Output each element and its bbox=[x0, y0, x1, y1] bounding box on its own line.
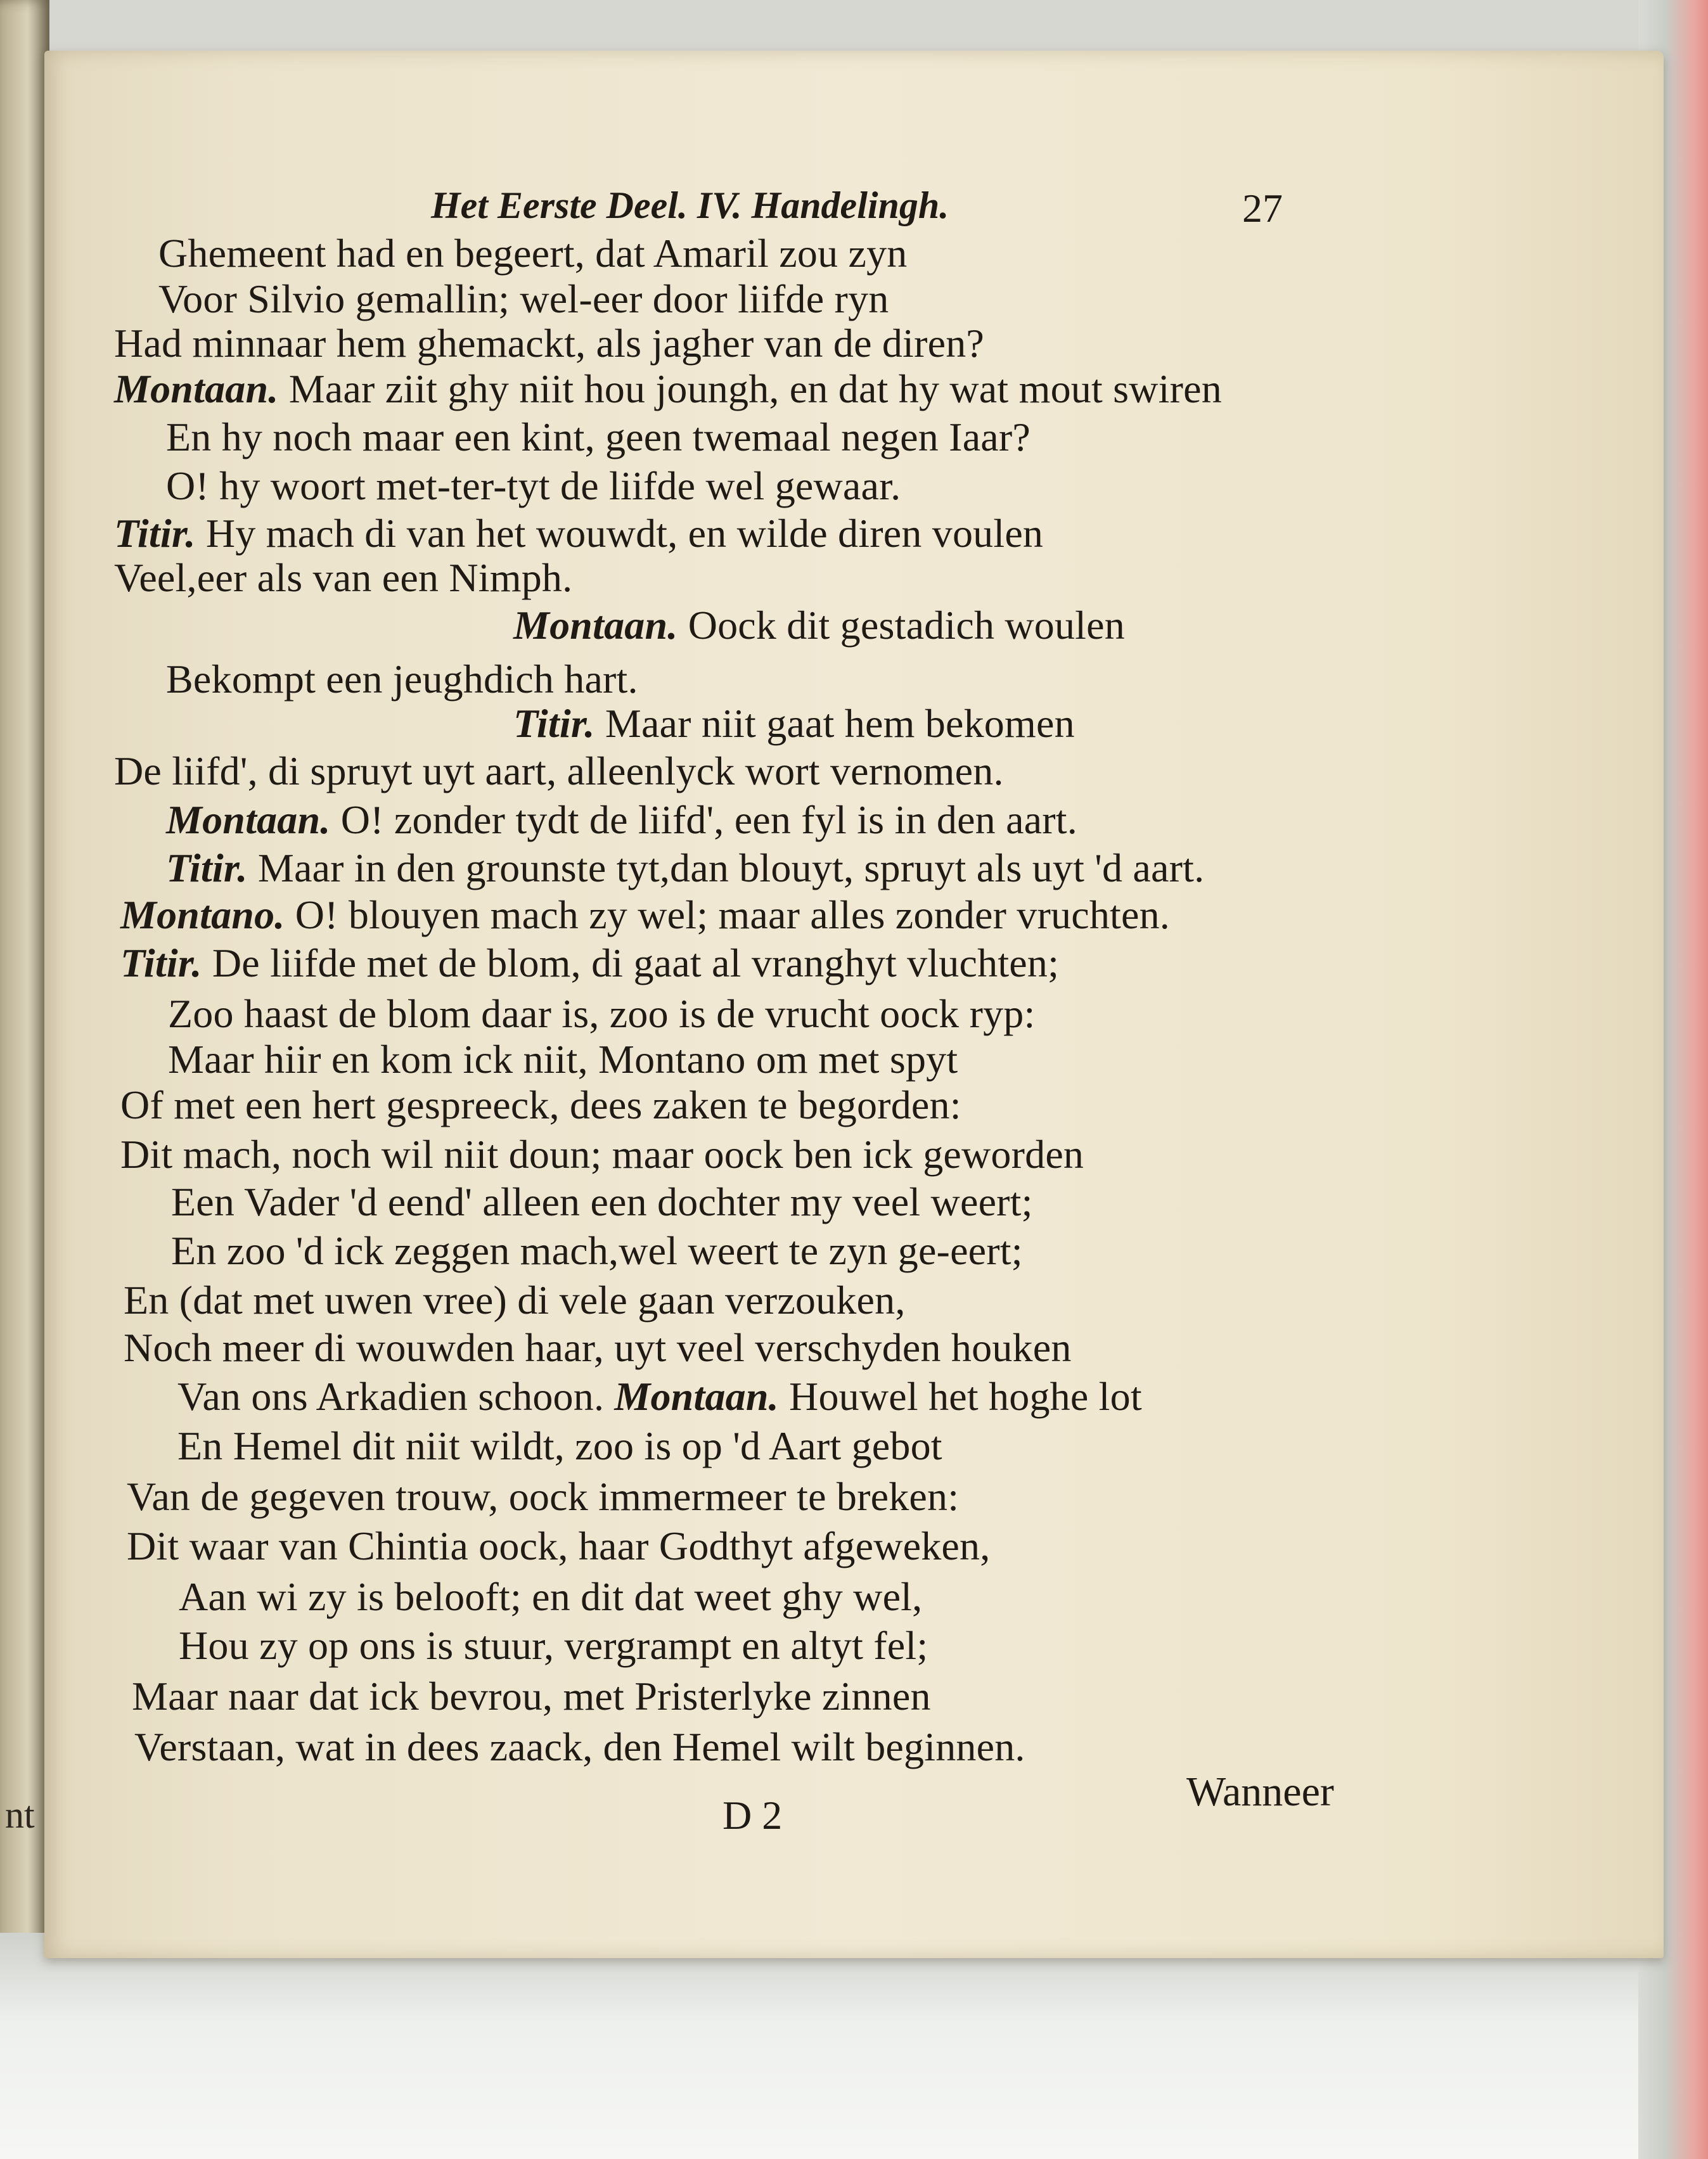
verse-text: Noch meer di wouwden haar, uyt veel verschyden houken bbox=[124, 1325, 1072, 1370]
verse-text: En Hemel dit niit wildt, zoo is op 'd Aart gebot bbox=[177, 1423, 942, 1468]
verse-text: En hy noch maar een kint, geen twemaal negen Iaar? bbox=[166, 414, 1031, 459]
speaker-label: Montano. bbox=[120, 892, 285, 937]
verse-text: Van de gegeven trouw, oock immermeer te breken: bbox=[127, 1474, 960, 1519]
verse-line bbox=[114, 748, 1004, 793]
verse-text: Maar naar dat ick bevrou, met Pristerlyke zinnen bbox=[132, 1674, 931, 1719]
verse-line bbox=[166, 463, 901, 508]
verse-text: Voor Silvio gemallin; wel-eer door liifde ryn bbox=[158, 276, 889, 321]
speaker-label: Titir. bbox=[166, 845, 248, 890]
verse-line bbox=[171, 1228, 1023, 1273]
verse-text: Oock dit gestadich woulen bbox=[688, 603, 1125, 648]
verse-line bbox=[114, 513, 1043, 554]
page-number: 27 bbox=[1242, 186, 1283, 231]
verse-text: De liifd', di spruyt uyt aart, alleenlyck wort vernomen. bbox=[114, 748, 1004, 793]
verse-text: O! blouyen mach zy wel; maar alles zonder vruchten. bbox=[295, 892, 1171, 937]
speaker-label: Montaan. bbox=[114, 366, 279, 411]
verse-line bbox=[166, 797, 1077, 842]
speaker-label: Montaan. bbox=[513, 603, 678, 648]
verse-text: Dit mach, noch wil niit doun; maar oock ben ick geworden bbox=[120, 1132, 1084, 1177]
verse-line bbox=[171, 1179, 1033, 1224]
catchword: Wanneer bbox=[1186, 1769, 1334, 1815]
facing-page-fragment: nt bbox=[5, 1794, 35, 1836]
verse-line bbox=[120, 940, 1060, 985]
speaker-label: Montaan. bbox=[166, 797, 331, 842]
verse-line bbox=[179, 1574, 923, 1619]
verse-line bbox=[134, 1724, 1025, 1769]
signature-mark: D 2 bbox=[722, 1793, 783, 1838]
verse-text: O! hy woort met-ter-tyt de liifde wel gewaar. bbox=[166, 463, 901, 508]
verse-line bbox=[166, 659, 638, 700]
verse-line bbox=[120, 1082, 961, 1127]
verse-text: Zoo haast de blom daar is, zoo is de vrucht oock ryp: bbox=[168, 991, 1036, 1036]
verse-line bbox=[114, 323, 984, 364]
verse-line bbox=[166, 414, 1031, 459]
verse-line bbox=[158, 276, 889, 321]
verse-line bbox=[168, 1039, 958, 1080]
verse-line bbox=[124, 1280, 906, 1321]
verse-text: Een Vader 'd eend' alleen een dochter my veel weert; bbox=[171, 1179, 1033, 1224]
verse-text: Verstaan, wat in dees zaack, den Hemel wilt beginnen. bbox=[134, 1724, 1025, 1769]
verse-text: Maar hiir en kom ick niit, Montano om met spyt bbox=[168, 1037, 958, 1082]
verse-line bbox=[124, 1325, 1072, 1370]
speaker-label: Montaan. bbox=[614, 1374, 779, 1419]
verse-line bbox=[513, 605, 1125, 646]
verse-line bbox=[166, 845, 1205, 890]
verse-text: En (dat met uwen vree) di vele gaan verzouken, bbox=[124, 1278, 906, 1323]
speaker-label: Titir. bbox=[120, 940, 202, 985]
verse-text: Maar in den grounste tyt,dan blouyt, spruyt als uyt 'd aart. bbox=[257, 845, 1205, 890]
verse-line bbox=[513, 703, 1075, 744]
verse-line bbox=[177, 1423, 942, 1468]
verse-text: Van ons Arkadien schoon. bbox=[177, 1374, 605, 1419]
verse-line bbox=[114, 555, 573, 600]
verse-line bbox=[168, 991, 1036, 1036]
verse-line bbox=[158, 233, 907, 274]
running-head: Het Eerste Deel. IV. Handelingh. bbox=[431, 184, 949, 226]
verse-text: O! zonder tydt de liifd', een fyl is in den aart. bbox=[340, 797, 1077, 842]
verse-line bbox=[127, 1474, 960, 1519]
verse-text: Maar niit gaat hem bekomen bbox=[605, 701, 1075, 746]
verse-text: Veel,eer als van een Nimph. bbox=[114, 555, 573, 600]
verse-text: Hy mach di van het wouwdt, en wilde diren voulen bbox=[205, 511, 1044, 556]
verse-line bbox=[127, 1523, 991, 1568]
verse-text: En zoo 'd ick zeggen mach,wel weert te zyn ge-eert; bbox=[171, 1228, 1023, 1273]
verse-text: Houwel het hoghe lot bbox=[789, 1374, 1142, 1419]
verse-text: Bekompt een jeughdich hart. bbox=[166, 657, 638, 702]
verse-line bbox=[132, 1676, 931, 1717]
verse-text: Of met een hert gespreeck, dees zaken te begorden: bbox=[120, 1082, 961, 1127]
speaker-label: Titir. bbox=[114, 511, 196, 556]
verse-line bbox=[177, 1376, 1142, 1417]
verse-text: Hou zy op ons is stuur, vergrampt en altyt fel; bbox=[179, 1623, 928, 1668]
verse-line bbox=[114, 366, 1222, 411]
verse-text: De liifde met de blom, di gaat al vranghyt vluchten; bbox=[212, 940, 1060, 985]
verse-line bbox=[179, 1625, 928, 1666]
speaker-label: Titir. bbox=[513, 701, 595, 746]
verse-text: Dit waar van Chintia oock, haar Godthyt afgeweken, bbox=[127, 1523, 991, 1568]
verse-line bbox=[120, 1134, 1084, 1175]
verse-text: Had minnaar hem ghemackt, als jagher van de diren? bbox=[114, 321, 984, 366]
verse-text: Aan wi zy is belooft; en dit dat weet ghy wel, bbox=[179, 1574, 923, 1619]
verse-line bbox=[120, 892, 1171, 937]
facing-page-edge bbox=[0, 0, 49, 2066]
background-cloth bbox=[0, 1933, 1708, 2159]
verse-text: Maar ziit ghy niit hou joungh, en dat hy wat mout swiren bbox=[288, 366, 1222, 411]
verse-text: Ghemeent had en begeert, dat Amaril zou zyn bbox=[158, 231, 908, 276]
